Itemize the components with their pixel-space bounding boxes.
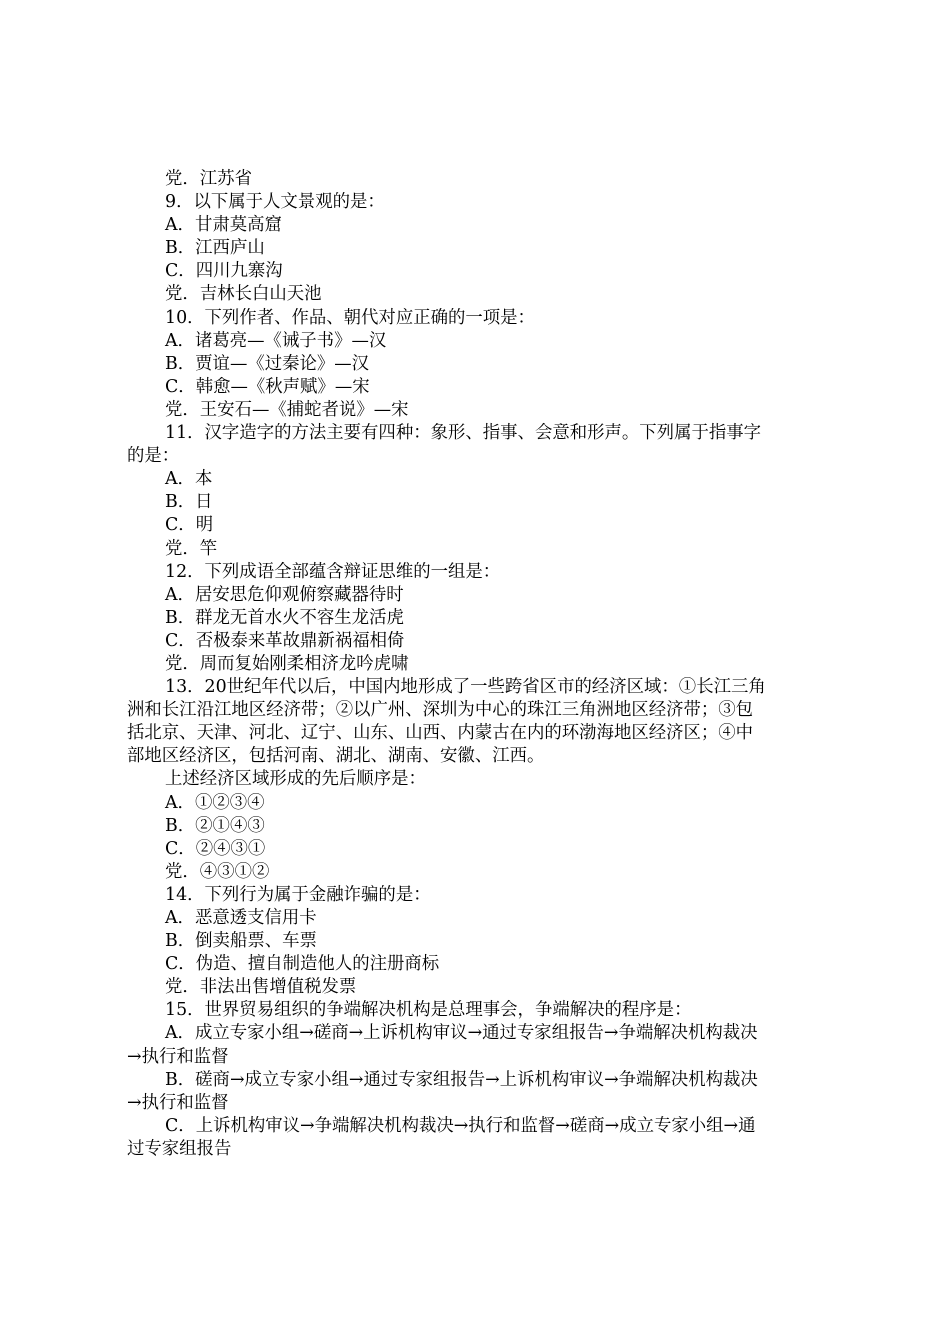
text-line: A．甘肃莫高窟 [165, 215, 282, 236]
paragraph-line: 13．20世纪年代以后，中国内地形成了一些跨省区市的经济区域：①长江三角 [165, 677, 766, 698]
text-line: B．群龙无首水火不容生龙活虎 [165, 607, 404, 628]
text-line: C．伪造、擅自制造他人的注册商标 [165, 954, 440, 975]
text-line: 上述经济区域形成的先后顺序是： [165, 769, 426, 790]
text-line: B．江西庐山 [165, 238, 265, 259]
paragraph-line: C．上诉机构审议→争端解决机构裁决→执行和监督→磋商→成立专家小组→通 [165, 1115, 756, 1136]
text-line: B．贾谊—《过秦论》—汉 [165, 353, 370, 374]
text-line: 12．下列成语全部蕴含辩证思维的一组是： [165, 561, 501, 582]
text-line: 9．以下属于人文景观的是： [165, 192, 385, 213]
paragraph-line: 11．汉字造字的方法主要有四种：象形、指事、会意和形声。下列属于指事字 [165, 423, 762, 444]
text-line: A．居安思危仰观俯察藏器待时 [165, 584, 404, 605]
paragraph-line: →执行和监督 [127, 1092, 229, 1113]
text-line: 党．④③①② [165, 861, 270, 882]
paragraph [127, 676, 833, 768]
text-line: B．日 [165, 492, 213, 513]
text-line: 党．江苏省 [165, 169, 252, 189]
text-line: 党．非法出售增值税发票 [165, 977, 357, 998]
text-line: B．倒卖船票、车票 [165, 931, 317, 952]
text-line: 14．下列行为属于金融诈骗的是： [165, 884, 431, 905]
paragraph-line: 过专家组报告 [127, 1138, 232, 1159]
text-line: 党．周而复始刚柔相济龙吟虎啸 [165, 653, 409, 674]
text-line: C．韩愈—《秋声赋》—宋 [165, 376, 370, 397]
paragraph-line: A．成立专家小组→磋商→上诉机构审议→通过专家组报告→争端解决机构裁决 [165, 1023, 758, 1044]
text-line: C．否极泰来革故鼎新祸福相倚 [165, 630, 405, 651]
paragraph [127, 1115, 833, 1161]
document-page [127, 168, 833, 1161]
paragraph-line: 部地区经济区，包括河南、湖北、湖南、安徽、江西。 [127, 746, 545, 767]
text-line: A．①②③④ [165, 792, 265, 813]
text-line: 党．吉林长白山天池 [165, 284, 322, 305]
paragraph [127, 1022, 833, 1068]
paragraph-line: 的是： [127, 446, 180, 467]
text-line: 党．王安石—《捕蛇者说》—宋 [165, 399, 409, 420]
text-line: 10．下列作者、作品、朝代对应正确的一项是： [165, 307, 535, 328]
paragraph-line: →执行和监督 [127, 1046, 229, 1067]
text-line: C．②④③① [165, 838, 266, 859]
paragraph-line: 洲和长江沿江地区经济带；②以广州、深圳为中心的珠江三角洲地区经济带；③包 [127, 700, 754, 721]
paragraph-line: 括北京、天津、河北、辽宁、山东、山西、内蒙古在内的环渤海地区经济区；④中 [127, 723, 754, 744]
paragraph [127, 422, 833, 468]
text-line: C．四川九寨沟 [165, 261, 283, 282]
text-line: 15．世界贸易组织的争端解决机构是总理事会，争端解决的程序是： [165, 1000, 692, 1021]
text-line: B．②①④③ [165, 815, 265, 836]
text-line: C．明 [165, 515, 214, 536]
text-line: A．恶意透支信用卡 [165, 908, 317, 928]
text-line: A．诸葛亮—《诫子书》—汉 [165, 330, 387, 351]
text-line: 党．竿 [165, 538, 218, 559]
paragraph-line: B．磋商→成立专家小组→通过专家组报告→上诉机构审议→争端解决机构裁决 [165, 1069, 758, 1090]
text-line: A．本 [165, 469, 213, 490]
paragraph [127, 1069, 833, 1115]
